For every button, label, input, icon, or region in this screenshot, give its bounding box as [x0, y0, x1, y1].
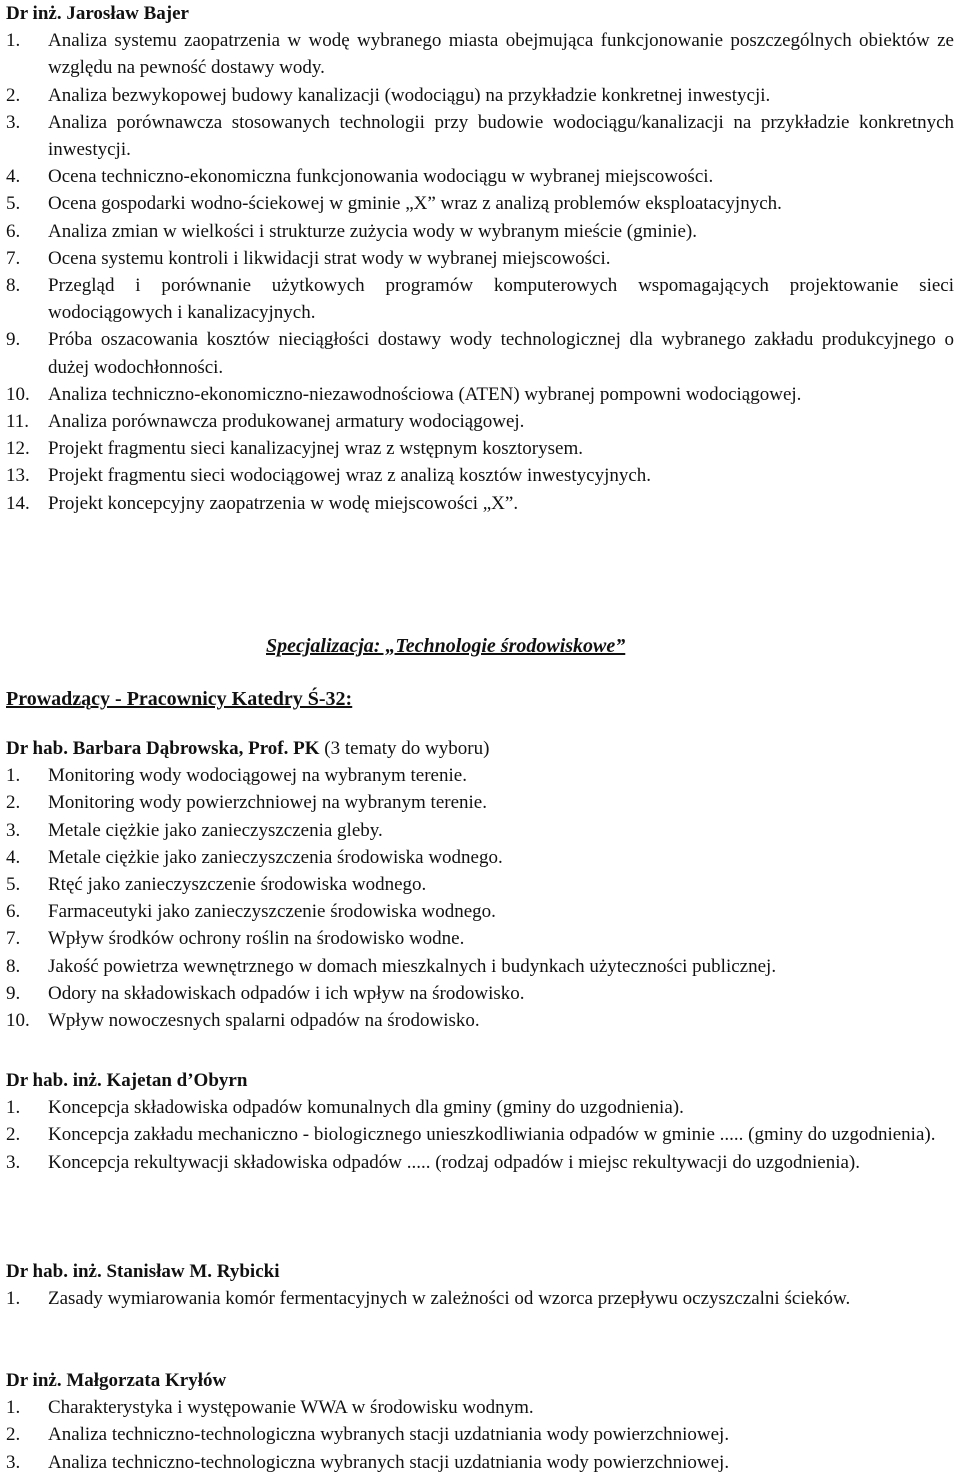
topic-number: 11.	[6, 411, 30, 433]
topic-number: 13.	[6, 465, 30, 487]
supervisor-section-dabrowska	[6, 735, 956, 1034]
list-item	[6, 1007, 956, 1034]
supervisor-section-rybicki	[6, 1258, 956, 1312]
topic-text: Charakterystyka i występowanie WWA w środowisku wodnym.	[48, 1397, 534, 1419]
list-item	[6, 953, 956, 980]
supervisor-section-krylow	[6, 1367, 956, 1476]
list-item	[6, 817, 956, 844]
list-item	[6, 218, 956, 245]
topic-number: 2.	[6, 1424, 21, 1446]
topic-text: Monitoring wody powierzchniowej na wybranym terenie.	[48, 792, 487, 814]
topic-text: Wpływ środków ochrony roślin na środowisko wodne.	[48, 928, 465, 950]
topic-number: 8.	[6, 955, 21, 977]
topic-text: Farmaceutyki jako zanieczyszczenie środowiska wodnego.	[48, 901, 496, 923]
list-item	[6, 272, 956, 326]
topic-list	[6, 27, 956, 517]
list-item	[6, 462, 956, 489]
topic-number: 7.	[6, 928, 21, 950]
topic-text: Analiza porównawcza stosowanych technologii przy budowie wodociągu/kanalizacji na przykładzie konkretnych inwestycji.	[48, 111, 954, 161]
topic-number: 2.	[6, 84, 21, 106]
topic-number: 5.	[6, 874, 21, 896]
topic-text: Analiza techniczno-technologiczna wybranych stacji uzdatniania wody powierzchniowej.	[48, 1451, 730, 1473]
list-item	[6, 844, 956, 871]
topic-text: Ocena systemu kontroli i likwidacji strat wody w wybranej miejscowości.	[48, 247, 611, 269]
supervisor-note: (3 tematy do wyboru)	[319, 738, 490, 759]
topic-text: Rtęć jako zanieczyszczenie środowiska wodnego.	[48, 874, 427, 896]
list-item	[6, 381, 956, 408]
list-item	[6, 1394, 956, 1421]
staff-title: Prowadzący - Pracownicy Katedry Ś-32:	[6, 688, 353, 710]
topic-number: 2.	[6, 792, 21, 814]
topic-list	[6, 1394, 956, 1476]
list-item	[6, 27, 956, 81]
topic-text: Przegląd i porównanie użytkowych programów komputerowych wspomagających projektowanie sieci wodociągowych i kanalizacyjnych.	[48, 275, 954, 324]
topic-number: 1.	[6, 765, 21, 787]
supervisor-name: Dr inż. Jarosław Bajer	[6, 3, 189, 24]
topic-text: Próba oszacowania kosztów nieciągłości dostawy wody technologicznej dla wybranego zakładu produkcyjnego o dużej wodochłonności.	[48, 329, 954, 378]
supervisor-name: Dr inż. Małgorzata Kryłów	[6, 1370, 227, 1391]
topic-list	[6, 1285, 956, 1312]
list-item	[6, 898, 956, 925]
topic-number: 1.	[6, 1288, 21, 1310]
topic-number: 8.	[6, 275, 21, 297]
list-item	[6, 245, 956, 272]
list-item	[6, 762, 956, 789]
topic-number: 9.	[6, 982, 21, 1004]
list-item	[6, 871, 956, 898]
list-item	[6, 190, 956, 217]
specialization-title: Specjalizacja: „Technologie środowiskowe”	[266, 635, 626, 657]
list-item	[6, 109, 956, 163]
topic-number: 3.	[6, 819, 21, 841]
list-item	[6, 490, 956, 517]
topic-text: Analiza systemu zaopatrzenia w wodę wybranego miasta obejmująca funkcjonowanie poszczególnych obiektów ze względu na pewność dostawy wody.	[48, 30, 954, 79]
topic-text: Projekt fragmentu sieci kanalizacyjnej wraz z wstępnym kosztorysem.	[48, 438, 583, 460]
list-item	[6, 1094, 956, 1121]
list-item	[6, 326, 956, 380]
topic-text: Analiza techniczno-ekonomiczno-niezawodnościowa (ATEN) wybranej pompowni wodociągowej.	[48, 383, 802, 405]
list-item	[6, 1449, 956, 1476]
topic-number: 3.	[6, 1451, 21, 1473]
topic-text: Odory na składowiskach odpadów i ich wpływ na środowisko.	[48, 982, 525, 1004]
topic-text: Koncepcja składowiska odpadów komunalnych dla gminy (gminy do uzgodnienia).	[48, 1097, 684, 1119]
topic-text: Metale ciężkie jako zanieczyszczenia gleby.	[48, 819, 383, 841]
topic-text: Analiza techniczno-technologiczna wybranych stacji uzdatniania wody powierzchniowej.	[48, 1424, 730, 1446]
topic-text: Projekt koncepcyjny zaopatrzenia w wodę miejscowości „X”.	[48, 492, 519, 514]
topic-number: 3.	[6, 1151, 21, 1173]
list-item	[6, 925, 956, 952]
topic-number: 10.	[6, 383, 30, 405]
topic-number: 12.	[6, 438, 30, 460]
topic-number: 1.	[6, 30, 21, 52]
list-item	[6, 1285, 956, 1312]
supervisor-section-bajer	[6, 0, 956, 517]
topic-text: Jakość powietrza wewnętrznego w domach mieszkalnych i budynkach użyteczności publicznej.	[48, 955, 777, 977]
topic-number: 2.	[6, 1124, 21, 1146]
topic-number: 6.	[6, 901, 21, 923]
list-item	[6, 789, 956, 816]
supervisor-name: Dr hab. Barbara Dąbrowska, Prof. PK (3 tematy do wyboru)	[6, 738, 490, 759]
topic-text: Ocena gospodarki wodno-ściekowej w gminie „X” wraz z analizą problemów eksploatacyjnych.	[48, 193, 782, 215]
topic-number: 5.	[6, 193, 21, 215]
topic-text: Monitoring wody wodociągowej na wybranym terenie.	[48, 765, 467, 787]
topic-text: Koncepcja rekultywacji składowiska odpadów ..... (rodzaj odpadów i miejsc rekultywacji do uzgodnienia).	[48, 1151, 861, 1173]
supervisor-name: Dr hab. inż. Stanisław M. Rybicki	[6, 1261, 280, 1282]
topic-text: Zasady wymiarowania komór fermentacyjnych w zależności od wzorca przepływu oczyszczalni ścieków.	[48, 1288, 851, 1310]
topic-text: Koncepcja zakładu mechaniczno - biologicznego unieszkodliwiania odpadów w gminie ..... (gminy do uzgodnienia).	[48, 1124, 936, 1146]
list-item	[6, 980, 956, 1007]
topic-text: Analiza bezwykopowej budowy kanalizacji (wodociągu) na przykładzie konkretnej inwestycji.	[48, 84, 771, 106]
topic-text: Projekt fragmentu sieci wodociągowej wraz z analizą kosztów inwestycyjnych.	[48, 465, 652, 487]
topic-text: Analiza porównawcza produkowanej armatury wodociągowej.	[48, 411, 525, 433]
topic-number: 1.	[6, 1397, 21, 1419]
list-item	[6, 163, 956, 190]
topic-number: 7.	[6, 247, 21, 269]
supervisor-name: Dr hab. inż. Kajetan d’Obyrn	[6, 1070, 248, 1091]
topic-list	[6, 762, 956, 1034]
topic-list	[6, 1094, 956, 1176]
topic-number: 3.	[6, 111, 21, 133]
list-item	[6, 1421, 956, 1448]
topic-number: 4.	[6, 846, 21, 868]
list-item	[6, 1121, 956, 1148]
list-item	[6, 1149, 956, 1176]
supervisor-section-dobyrn	[6, 1067, 956, 1176]
topic-text: Metale ciężkie jako zanieczyszczenia środowiska wodnego.	[48, 846, 503, 868]
topic-text: Analiza zmian w wielkości i strukturze zużycia wody w wybranym mieście (gminie).	[48, 220, 697, 242]
topic-text: Ocena techniczno-ekonomiczna funkcjonowania wodociągu w wybranej miejscowości.	[48, 166, 714, 188]
topic-number: 9.	[6, 329, 21, 351]
topic-number: 14.	[6, 492, 30, 514]
topic-number: 1.	[6, 1097, 21, 1119]
topic-number: 6.	[6, 220, 21, 242]
topic-text: Wpływ nowoczesnych spalarni odpadów na środowisko.	[48, 1010, 480, 1032]
topic-number: 4.	[6, 166, 21, 188]
list-item	[6, 435, 956, 462]
list-item	[6, 82, 956, 109]
list-item	[6, 408, 956, 435]
topic-number: 10.	[6, 1010, 30, 1032]
